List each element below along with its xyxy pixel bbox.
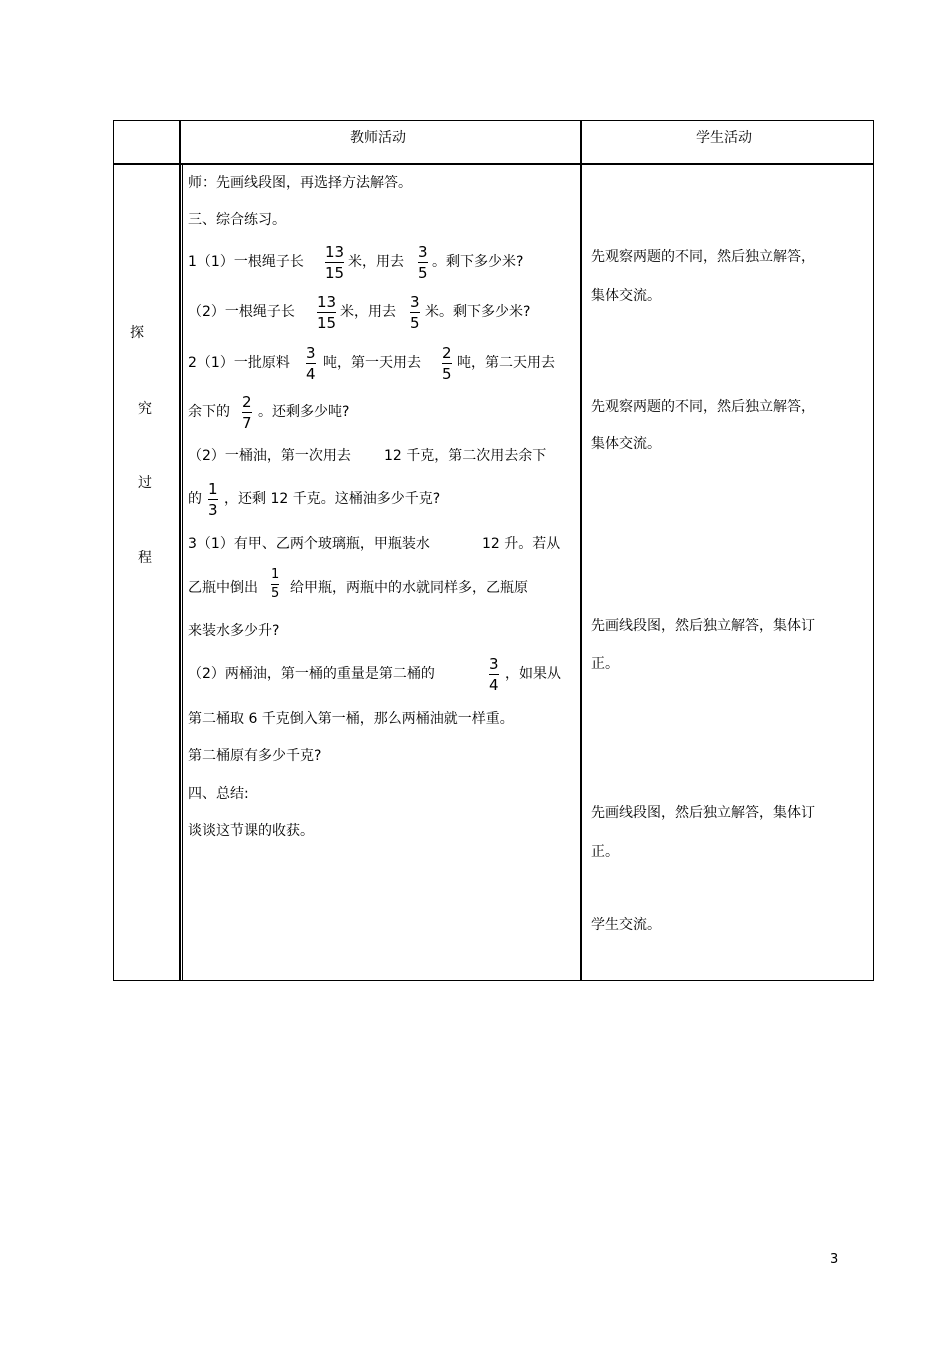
- q1a-text: 1（1）一根绳子长: [188, 254, 304, 270]
- student-line: 先观察两题的不同，然后独立解答，: [591, 399, 815, 415]
- header-student: 学生活动: [696, 130, 752, 146]
- q3a-text: 乙瓶中倒出: [188, 580, 258, 596]
- fraction: 2 5: [442, 344, 452, 383]
- header-teacher: 教师活动: [350, 130, 406, 146]
- fraction: 13 15: [317, 293, 337, 332]
- q1a-text: 。剩下多少米?: [432, 254, 524, 270]
- fraction: 3 4: [489, 655, 499, 694]
- fraction: 3 5: [410, 293, 420, 332]
- q3a-text: 12 升。若从: [482, 536, 561, 552]
- student-line: 先观察两题的不同，然后独立解答，: [591, 249, 815, 265]
- teacher-line: 三、综合练习。: [188, 212, 286, 228]
- header-divider: [113, 163, 874, 165]
- fraction: 1 5: [271, 567, 280, 601]
- fraction: 3 4: [306, 344, 316, 383]
- student-line: 正。: [591, 656, 619, 672]
- q3b-text: 第二桶取 6 千克倒入第一桶，那么两桶油就一样重。: [188, 711, 514, 727]
- q2a-text: 余下的: [188, 404, 230, 420]
- student-line: 集体交流。: [591, 288, 661, 304]
- student-line: 正。: [591, 844, 619, 860]
- q3b-text: （2）两桶油，第一桶的重量是第二桶的: [188, 666, 435, 682]
- section-label-char: 过: [138, 475, 152, 491]
- q3b-text: 第二桶原有多少千克?: [188, 748, 322, 764]
- teacher-column-divider-inner: [182, 163, 183, 981]
- q1b-text: 米，用去: [340, 304, 396, 320]
- fraction: 1 3: [208, 480, 218, 519]
- student-line: 集体交流。: [591, 436, 661, 452]
- q2b-text: ，还剩 12 千克。这桶油多少千克?: [224, 491, 441, 507]
- q2a-text: 2（1）一批原料: [188, 355, 290, 371]
- q2a-text: 。还剩多少吨?: [258, 404, 350, 420]
- teacher-line: 师：先画线段图，再选择方法解答。: [188, 175, 412, 191]
- label-column-divider: [179, 120, 181, 981]
- student-line: 学生交流。: [591, 917, 661, 933]
- q3b-text: ，如果从: [505, 666, 561, 682]
- q2b-text: 的: [188, 491, 202, 507]
- fraction: 13 15: [325, 243, 345, 282]
- student-column-divider: [580, 120, 582, 981]
- q2b-text: 12 千克，第二次用去余下: [384, 448, 547, 464]
- q3a-text: 来装水多少升?: [188, 623, 280, 639]
- teacher-line: 四、总结:: [188, 786, 249, 802]
- section-label-char: 探: [130, 325, 144, 341]
- q1a-text: 米，用去: [348, 254, 404, 270]
- q3a-text: 3（1）有甲、乙两个玻璃瓶，甲瓶装水: [188, 536, 430, 552]
- q2a-text: 吨，第二天用去: [457, 355, 555, 371]
- student-line: 先画线段图，然后独立解答，集体订: [591, 805, 815, 821]
- student-line: 先画线段图，然后独立解答，集体订: [591, 618, 815, 634]
- page-number: 3: [830, 1252, 839, 1267]
- q1b-text: 米。剩下多少米?: [425, 304, 531, 320]
- fraction: 3 5: [418, 243, 428, 282]
- section-label-char: 究: [138, 401, 152, 417]
- q2b-text: （2）一桶油，第一次用去: [188, 448, 351, 464]
- q1b-text: （2）一根绳子长: [188, 304, 295, 320]
- q2a-text: 吨，第一天用去: [323, 355, 421, 371]
- q3a-text: 给甲瓶，两瓶中的水就同样多，乙瓶原: [290, 580, 528, 596]
- teacher-line: 谈谈这节课的收获。: [188, 823, 314, 839]
- section-label-char: 程: [138, 550, 152, 566]
- fraction: 2 7: [242, 393, 252, 432]
